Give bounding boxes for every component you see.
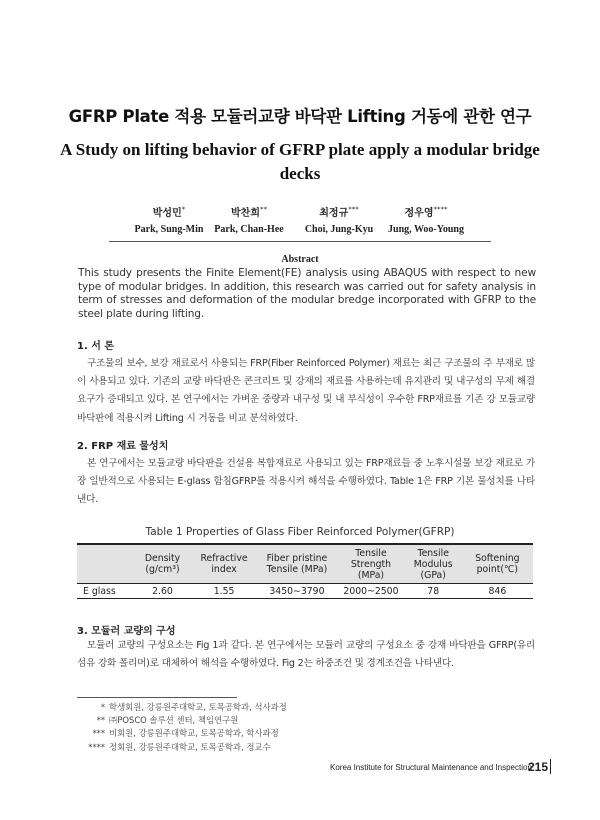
table-caption: Table 1 Properties of Glass Fiber Reinforced Polymer(GFRP) — [145, 526, 455, 538]
section-3-heading: 3. 모듈러 교량의 구성 — [77, 626, 176, 637]
author-4 — [371, 204, 481, 235]
table-header-cell: Refractive index — [192, 544, 257, 584]
footnote-text: 학생회원, 강릉원주대학교, 토목공학과, 석사과정 — [109, 702, 287, 712]
footnotes — [83, 701, 483, 754]
footnote-text: ㈜POSCO 솔루션 센터, 책임연구원 — [109, 715, 239, 726]
author-name-ko: 정우영 — [404, 208, 434, 219]
author-mark: ** — [259, 205, 267, 214]
footnote-mark: ** — [96, 715, 105, 726]
journal-footer: Korea Institute for Structural Maintenance and Inspection — [330, 763, 532, 772]
author-name-ko: 박성민 — [152, 208, 182, 219]
page-number: 215 — [528, 760, 549, 774]
author-name-en: Park, Sung-Min — [134, 224, 204, 235]
author-name-ko: 박찬희 — [231, 208, 260, 219]
page-number-bar — [550, 759, 551, 774]
table-header-cell: Tensile Strength (MPa) — [337, 544, 404, 584]
table-cell: 78 — [405, 584, 462, 599]
footnote — [83, 714, 483, 727]
footnote — [83, 741, 483, 754]
section-2-text: 본 연구에서는 모듈교량 바닥판을 건설용 복합재료로 사용되고 있는 FRP재료들 중 노후시설물 보강 재료로 가장 일반적으로 사용되는 E-glass 함침GFRP를 적용시켜 해석을 수행하였다. Table 1은 FRP 기본 물성치를 나타낸다. — [77, 458, 535, 506]
table-cell: 2.60 — [133, 584, 191, 599]
table-cell: 1.55 — [192, 584, 257, 599]
table-cell: 3450∼3790 — [257, 584, 338, 599]
table-cell: 846 — [462, 584, 533, 599]
footnote-text: 정회원, 강릉원주대학교, 토목공학과, 정교수 — [109, 741, 271, 752]
title-english: A Study on lifting behavior of GFRP plate apply a modular bridge decks — [60, 140, 540, 183]
author-name-en: Jung, Woo-Young — [388, 224, 464, 235]
table-header-cell: Density (g/cm³) — [133, 544, 191, 584]
footnote-mark: **** — [88, 741, 105, 752]
table-header-cell: Softening point(℃) — [462, 544, 533, 584]
author-name-en: Choi, Jung-Kyu — [304, 224, 374, 235]
footnote-mark: * — [100, 702, 105, 712]
properties-table — [77, 543, 533, 599]
footnote-divider — [77, 697, 237, 698]
footnote-text: 비회원, 강릉원주대학교, 토목공학과, 학사과정 — [109, 728, 279, 739]
section-1-heading: 1. 서 론 — [77, 341, 115, 352]
author-mark: * — [181, 205, 186, 214]
section-1-text: 구조물의 보수, 보강 재료로서 사용되는 FRP(Fiber Reinforced Polymer) 재료는 최근 구조물의 주 부재로 많이 사용되고 있다. 기존의 교량 바닥판은 콘크리트 및 강재의 재료를 사용하는데 유지관리 및 내구성의 무제 해결요구가 증대되고 있다. 본 연구에서는 가벼운 중량과 내구성 및 내 부식성이 우수한 FRP재료를 기존 강 모듈교량 바닥판에 적용시켜 Lifting 시 거동을 비교 분석하였다. — [77, 358, 535, 424]
header-divider — [109, 241, 491, 242]
author-mark: **** — [433, 205, 448, 214]
footnote — [83, 727, 483, 740]
table-header-cell: Tensile Modulus (GPa) — [405, 544, 462, 584]
author-name-ko: 최정규 — [319, 208, 349, 219]
footnote-mark: *** — [92, 728, 105, 739]
table-cell: 2000~2500 — [337, 584, 404, 599]
title-korean: GFRP Plate 적용 모듈러교량 바닥판 Lifting 거동에 관한 연구 — [68, 107, 532, 126]
abstract-heading: Abstract — [281, 254, 319, 265]
section-2-heading: 2. FRP 재료 물성치 — [77, 441, 169, 452]
table-header-cell — [77, 544, 133, 584]
table-header-cell: Fiber pristine Tensile (MPa) — [257, 544, 338, 584]
table-cell: E glass — [77, 584, 133, 599]
author-mark: *** — [348, 205, 359, 214]
section-3-text: 모듈러 교량의 구성요소는 Fig 1과 같다. 본 연구에서는 모듈러 교량의 구성요소 중 강재 바닥판을 GFRP(유리 섬유 강화 폴리머)로 대체하여 해석을 수행하였다. Fig 2는 하중조건 및 경계조건을 나타낸다. — [77, 640, 535, 670]
footnote — [83, 701, 483, 714]
abstract-text: This study presents the Finite Element(FE) analysis using ABAQUS with respect to new type of modular bridges. In addition, this research was carried out for safety analysis in term of stresses and deformation of the modular bredge incorporated with GFRP to the steel plate during lifting. — [78, 267, 536, 320]
table-row — [77, 584, 533, 599]
author-name-en: Park, Chan-Hee — [214, 224, 284, 235]
table-header-row — [77, 544, 533, 584]
